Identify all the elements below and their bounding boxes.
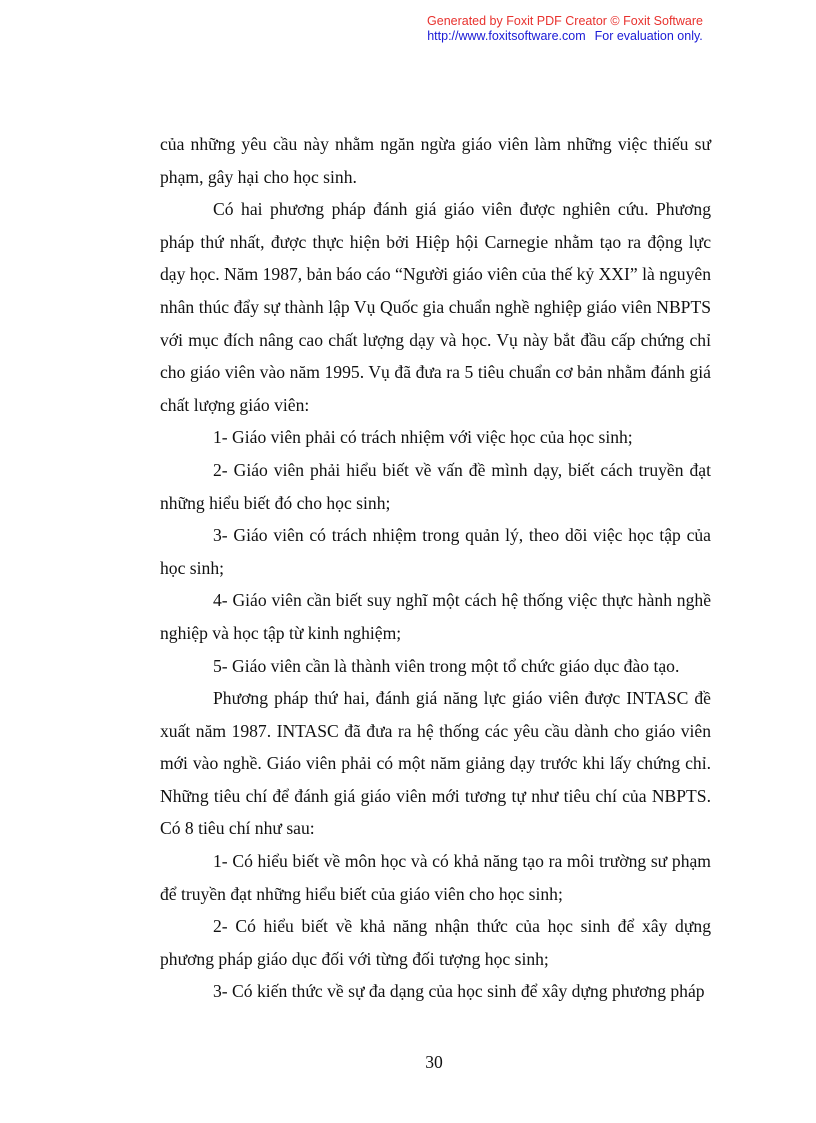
foxit-watermark xyxy=(427,14,703,44)
paragraph-2: Có hai phương pháp đánh giá giáo viên được nghiên cứu. Phương pháp thứ nhất, được thực hiện bởi Hiệp hội Carnegie nhằm tạo ra động lực dạy học. Năm 1987, bản báo cáo “Người giáo viên của thế kỷ XXI” là nguyên nhân thúc đẩy sự thành lập Vụ Quốc gia chuẩn nghề nghiệp giáo viên NBPTS với mục đích nâng cao chất lượng dạy và học. Vụ này bắt đầu cấp chứng chỉ cho giáo viên vào năm 1995. Vụ đã đưa ra 5 tiêu chuẩn cơ bản nhằm đánh giá chất lượng giáo viên: xyxy=(160,199,711,415)
paragraph-intasc: Phương pháp thứ hai, đánh giá năng lực giáo viên được INTASC đề xuất năm 1987. INTASC đã đưa ra hệ thống các yêu cầu dành cho giáo viên mới vào nghề. Giáo viên phải có một năm giảng dạy trước khi lấy chứng chỉ. Những tiêu chí để đánh giá giáo viên mới tương tự như tiêu chí của NBPTS. Có 8 tiêu chí như sau: xyxy=(160,688,711,839)
watermark-line-2 xyxy=(427,29,703,44)
watermark-url: http://www.foxitsoftware.com xyxy=(427,29,586,43)
document-body xyxy=(160,128,711,1008)
list-item-criterion-2: 2- Có hiểu biết về khả năng nhận thức của học sinh để xây dựng phương pháp giáo dục đối với từng đối tượng học sinh; xyxy=(160,916,711,969)
list-item-standard-5: 5- Giáo viên cần là thành viên trong một tổ chức giáo dục đào tạo. xyxy=(213,655,680,676)
list-item-standard-2: 2- Giáo viên phải hiểu biết về vấn đề mình dạy, biết cách truyền đạt những hiểu biết đó cho học sinh; xyxy=(160,459,711,513)
list-item-standard-3: 3- Giáo viên có trách nhiệm trong quản lý, theo dõi việc học tập của học sinh; xyxy=(160,525,711,578)
page-number: 30 xyxy=(425,1052,443,1072)
list-item-standard-1: 1- Giáo viên phải có trách nhiệm với việc học của học sinh; xyxy=(213,427,633,448)
paragraph-1: của những yêu cầu này nhằm ngăn ngừa giáo viên làm những việc thiếu sư phạm, gây hại cho học sinh. xyxy=(160,134,711,187)
list-item-criterion-1: 1- Có hiểu biết về môn học và có khả năng tạo ra môi trường sư phạm để truyền đạt những hiểu biết của giáo viên cho học sinh; xyxy=(160,851,711,904)
watermark-line-1: Generated by Foxit PDF Creator © Foxit Software xyxy=(427,14,703,28)
watermark-note: For evaluation only. xyxy=(594,29,703,43)
list-item-criterion-3: 3- Có kiến thức về sự đa dạng của học sinh để xây dựng phương pháp xyxy=(213,981,705,1002)
list-item-standard-4: 4- Giáo viên cần biết suy nghĩ một cách hệ thống việc thực hành nghề nghiệp và học tập từ kinh nghiệm; xyxy=(160,590,711,643)
